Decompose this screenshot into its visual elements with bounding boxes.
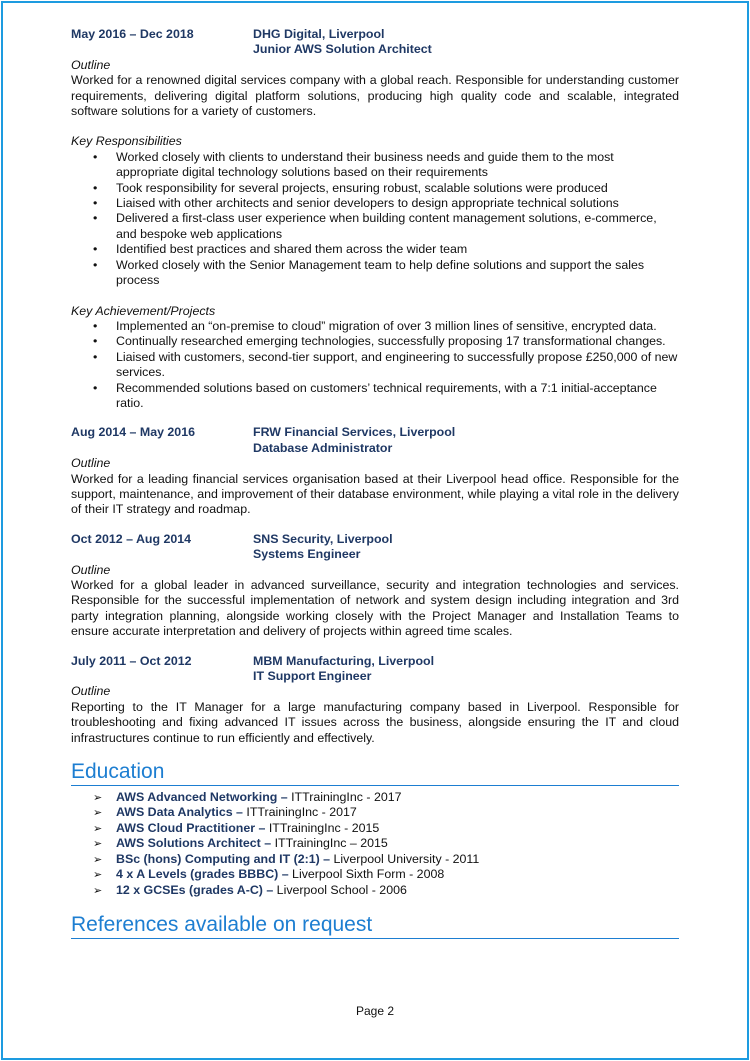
list-item: • Worked closely with the Senior Management team to help define solutions and support the sales process xyxy=(116,258,679,289)
job-entry-frw xyxy=(71,425,679,517)
job-entry-mbm xyxy=(71,654,679,746)
outline-label: Outline xyxy=(71,684,111,699)
achievements-list xyxy=(71,319,679,411)
job-entry-dhg xyxy=(71,27,679,411)
responsibilities-label: Key Responsibilities xyxy=(71,134,182,149)
list-item: • Liaised with customers, second-tier support, and engineering to successfully propose £250,000 of new services. xyxy=(116,350,679,381)
job-company: SNS Security, Liverpool xyxy=(253,531,393,546)
list-item: • Worked closely with clients to understand their business needs and guide them to the most appropriate digital technology solutions based on their requirements xyxy=(116,150,679,181)
responsibilities-list xyxy=(71,150,679,289)
job-role: Junior AWS Solution Architect xyxy=(253,42,432,57)
job-entry-sns xyxy=(71,532,679,640)
list-item: • Took responsibility for several projects, ensuring robust, scalable solutions were produced xyxy=(116,181,679,196)
job-date: May 2016 – Dec 2018 xyxy=(71,27,194,41)
cv-content xyxy=(71,27,679,939)
education-item: ➢ AWS Solutions Architect – ITTrainingInc – 2015 xyxy=(116,836,679,851)
achievements-label: Key Achievement/Projects xyxy=(71,303,216,318)
education-item: ➢ 12 x GCSEs (grades A-C) – Liverpool School - 2006 xyxy=(116,883,679,898)
education-item: ➢ AWS Data Analytics – ITTrainingInc - 2017 xyxy=(116,805,679,820)
page-number: Page 2 xyxy=(355,1004,395,1018)
job-outline: Worked for a global leader in advanced surveillance, security and integration technologies and services. Responsible for the successful implementation of network and system design including integration and 3rd party integration planning, alongside working closely with the Project Manager and Installation Teams to ensure accurate interpretation and delivery of projects within agreed time scales. xyxy=(71,578,679,639)
job-date: July 2011 – Oct 2012 xyxy=(71,653,192,668)
education-item: ➢ AWS Advanced Networking – ITTrainingInc - 2017 xyxy=(116,790,679,805)
job-outline: Reporting to the IT Manager for a large manufacturing company based in Liverpool. Responsible for troubleshooting and fixing advanced IT issues across the business, alongside ensuring the IT and cloud infrastructures continue to run efficiently and effectively. xyxy=(71,699,679,745)
outline-label: Outline xyxy=(71,456,111,471)
education-item: ➢ BSc (hons) Computing and IT (2:1) – Liverpool University - 2011 xyxy=(116,852,679,867)
education-heading: Education xyxy=(71,760,679,786)
job-outline: Worked for a renowned digital services company with a global reach. Responsible for understanding customer requirements, delivering digital platform solutions, producing high quality code and scalable, integrated software solutions for a variety of customers. xyxy=(71,73,679,119)
job-company: FRW Financial Services, Liverpool xyxy=(253,425,456,440)
job-role: Systems Engineer xyxy=(253,547,361,562)
list-item: • Delivered a first-class user experience when building content management solutions, e-commerce, and bespoke web applications xyxy=(116,211,679,242)
list-item: • Continually researched emerging technologies, successfully proposing 17 transformational changes. xyxy=(116,334,679,349)
education-item: ➢ AWS Cloud Practitioner – ITTrainingInc - 2015 xyxy=(116,821,679,836)
references-heading: References available on request xyxy=(71,913,679,939)
education-list xyxy=(71,790,679,898)
job-outline: Worked for a leading financial services organisation based at their Liverpool head office. Responsible for the support, maintenance, and improvement of their database environment, while playing a vital role in the delivery of their IT strategy and roadmap. xyxy=(71,471,679,517)
job-role: IT Support Engineer xyxy=(253,669,372,684)
outline-label: Outline xyxy=(71,57,111,72)
job-date: Aug 2014 – May 2016 xyxy=(71,425,195,440)
job-company: DHG Digital, Liverpool xyxy=(253,27,385,41)
list-item: • Identified best practices and shared them across the wider team xyxy=(116,242,679,257)
outline-label: Outline xyxy=(71,562,111,577)
job-date: Oct 2012 – Aug 2014 xyxy=(71,531,192,546)
job-company: MBM Manufacturing, Liverpool xyxy=(253,653,435,668)
list-item: • Recommended solutions based on customers’ technical requirements, with a 7:1 initial-acceptance ratio. xyxy=(116,381,679,412)
job-role: Database Administrator xyxy=(253,440,393,455)
list-item: • Liaised with other architects and senior developers to design appropriate technical solutions xyxy=(116,196,679,211)
list-item: • Implemented an “on-premise to cloud” migration of over 3 million lines of sensitive, encrypted data. xyxy=(116,319,679,334)
education-item: ➢ 4 x A Levels (grades BBBC) – Liverpool Sixth Form - 2008 xyxy=(116,867,679,882)
